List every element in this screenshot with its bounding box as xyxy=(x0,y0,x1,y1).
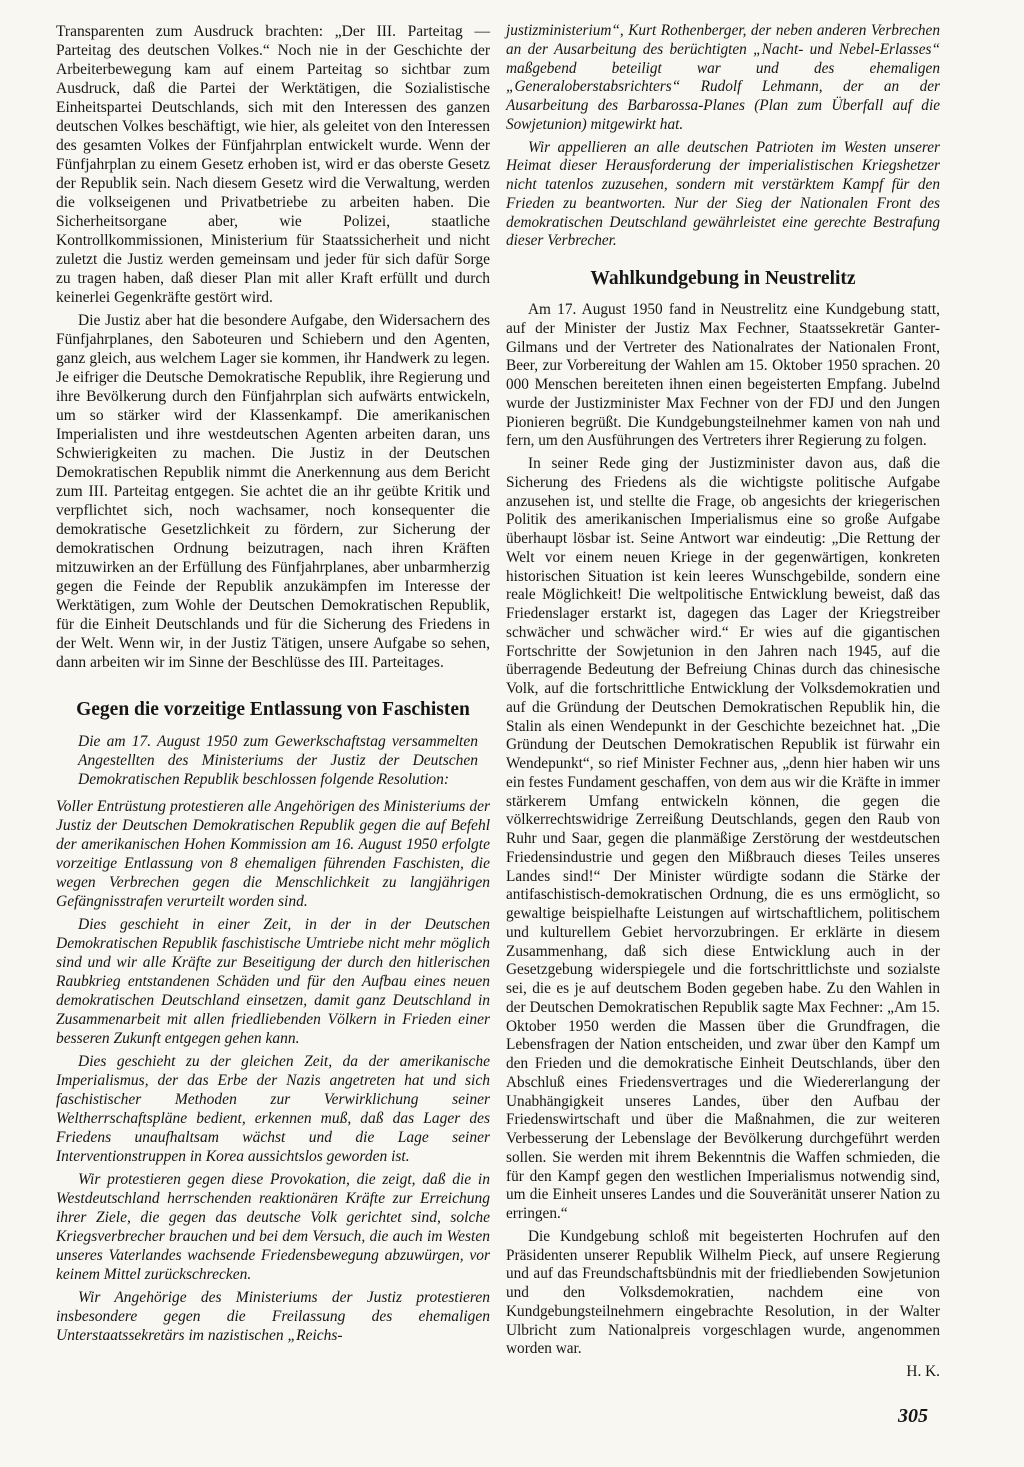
resolution-paragraph: justizministerium“, Kurt Rothenberger, der neben anderen Verbrechen an der Ausarbeitung des berüchtigten „Nacht- und Nebel-Erlasses“ maßgebend beteiligt war und des ehemaligen „Generaloberstabsrichters“ Rudolf Lehmann, der an der Ausarbeitung des Barbarossa-Planes (Plan zum Überfall auf die Sowjetunion) mitgewirkt hat. xyxy=(506,22,940,133)
resolution-paragraph: Wir appellieren an alle deutschen Patrioten im Westen unserer Heimat dieser Herausforderung der imperialistischen Kriegshetzer nicht tatenlos zuzusehen, sondern mit verstärktem Kampf für den Frieden zu beantworten. Nur der Sieg der Nationalen Front des demokratischen Deutschland gewährleistet eine gerechte Bestrafung dieser Verbrecher. xyxy=(506,138,940,250)
resolution-paragraph: Wir protestieren gegen diese Provokation, die zeigt, daß die in Westdeutschland herrschenden reaktionären Kräfte zur Erreichung ihrer Ziele, die gegen das deutsche Volk gerichtet sind, solche Kriegsverbrecher brauchen und bei dem Versuch, die auch im Westen unseres Vaterlandes wachsende Friedensbewegung abzuwürgen, vor keinem Mittel zurückschrecken. xyxy=(56,1171,490,1283)
left-column xyxy=(56,22,490,1345)
paragraph: Die Justiz aber hat die besondere Aufgabe, den Widersachern des Fünfjahrplanes, den Saboteuren und Schiebern und den Agenten, ganz gleich, aus welchem Lager sie kommen, ihr Handwerk zu legen. Je eifriger die Deutsche Demokratische Republik, ihre Regierung und ihre Bevölkerung durch den Fünfjahrplan sich aufwärts entwickeln, um so stärker wird der Klassenkampf. Die amerikanischen Imperialisten und ihre westdeutschen Agenten arbeiten daran, uns Schwierigkeiten zu machen. Die Justiz in der Deutschen Demokratischen Republik nimmt die Anerkennung aus dem Bericht zum III. Parteitag entgegen. Sie achtet die an ihr geübte Kritik und verpflichtet sich, noch wachsamer, noch konsequenter die demokratische Gesetzlichkeit zu fördern, zur Sicherung der demokratischen Ordnung beizutragen, nach ihren Kräften mitzuwirken an der Erfüllung des Fünfjahrplanes, aber unbarmherzig gegen die Feinde der Republik anzukämpfen im Interesse der Werktätigen, zum Wohle der Deutschen Demokratischen Republik, für die Einheit Deutschlands und für die Sicherung des Friedens in der Welt. Wenn wir, in der Justiz Tätigen, unsere Aufgabe so sehen, dann arbeiten wir im Sinne der Beschlüsse des III. Parteitages. xyxy=(56,312,490,671)
paragraph: Die Kundgebung schloß mit begeisterten Hochrufen auf den Präsidenten unserer Republik Wilhelm Pieck, auf unsere Regierung und auf das Freundschaftsbündnis mit der friedliebenden Sowjetunion und den Volksdemokratien, nachdem eine von Kundgebungsteilnehmern eingebrachte Resolution, in der Walter Ulbricht zum Nationalpreis vorgeschlagen wurde, angenommen worden war. xyxy=(506,1227,940,1358)
resolution-paragraph: Dies geschieht in einer Zeit, in der in der Deutschen Demokratischen Republik faschistische Umtriebe nicht mehr möglich sind und wir alle Kräfte zur Beseitigung der durch den hitlerischen Raubkrieg entstandenen Schäden und für den Aufbau eines neuen demokratischen Deutschland einsetzen, damit ganz Deutschland in Zusammenarbeit mit allen friedliebenden Völkern in Frieden einer besseren Zukunft entgegen gehen kann. xyxy=(56,916,490,1047)
resolution-intro: Die am 17. August 1950 zum Gewerkschaftstag versammelten Angestellten des Ministeriums der Justiz der Deutschen Demokratischen Republik beschlossen folgende Resolution: xyxy=(78,733,478,788)
article-heading: Wahlkundgebung in Neustrelitz xyxy=(590,268,856,289)
right-column xyxy=(506,22,940,1382)
paragraph: In seiner Rede ging der Justizminister davon aus, daß die Sicherung des Friedens als die wichtigste politische Aufgabe anzusehen ist, und stellte die Frage, ob angesichts der kriegerischen Politik des amerikanischen Imperialismus eine so große Aufgabe überhaupt lösbar ist. Seine Antwort war eindeutig: „Die Rettung der Welt vor einem neuen Kriege in der gegenwärtigen, konkreten historischen Situation ist kein leeres Wunschgebilde, sondern eine reale Möglichkeit! Die weltpolitische Entwicklung beweist, daß das Friedenslager erstarkt ist, dagegen das Lager der Kriegstreiber schwächer und schwächer wird.“ Er wies auf die gigantischen Fortschritte der Sowjetunion in den Jahren nach 1945, auf die überragende Bedeutung der Befreiung Chinas durch das chinesische Volk, auf die fortschrittliche Entwicklung der Volksdemokratien und auf die Gründung der Deutschen Demokratischen Republik hin, die Stalin als einen Wendepunkt in der Geschichte bezeichnet hat. „Die Gründung der Deutschen Demokratischen Republik ist fürwahr ein Wendepunkt“, so rief Minister Fechner aus, „denn hier haben wir uns ein festes Fundament geschaffen, von dem aus wir die Kräfte in immer stärkerem Umfang entwickeln können, die gegen die völkerrechtswidrige Zerreißung Deutschlands, gegen den Raub von Ruhr und Saar, gegen die planmäßige Zerstörung der westdeutschen Friedensindustrie und gegen den Mißbrauch dieses Teiles unseres Landes sind!“ Der Minister würdigte sodann die Stärke der antifaschistisch-demokratischen Ordnung, die es uns ermöglicht, so gewaltige beispielhafte Leistungen auf wirtschaftlichem, politischem und kulturellem Gebiet hervorzubringen. Er erklärte in diesem Zusammenhang, daß sich diese Entwicklung auch in der Gesetzgebung widerspiegele und die fortschrittlichste und sozialste sei, die es je auf deutschem Boden gegeben habe. Zu den Wahlen in der Deutschen Demokratischen Republik sagte Max Fechner: „Am 15. Oktober 1950 werden die Massen über die Grundfragen, die Lebensfragen der Nation entscheiden, und zwar über den Kampf um den Frieden und die demokratische Einheit Deutschlands, über den Abschluß eines Friedensvertrages und die Wiedererlangung der Unabhängigkeit unseres Landes, über den Aufbau der Friedenswirtschaft und über die Maßnahmen, die zur weiteren Verbesserung der Lebenslage der Bevölkerung durchgeführt werden sollen. Sie werden mit ihrem Bekenntnis die Waffen schmieden, die für den Kampf gegen den westlichen Imperialismus notwendig sind, um die Einheit unseres Landes und die Souveränität unserer Nation zu erringen.“ xyxy=(506,455,940,1222)
paragraph: Am 17. August 1950 fand in Neustrelitz eine Kundgebung statt, auf der Minister der Justiz Max Fechner, Staatssekretär Ganter-Gilmans und der Vertreter des Nationalrates der Nationalen Front, Beer, zur Vorbereitung der Wahlen am 15. Oktober 1950 sprachen. 20 000 Menschen bereiteten ihnen einen begeisterten Empfang. Jubelnd wurde der Justizminister Max Fechner von der FDJ und den Jungen Pionieren begrüßt. Die Kundgebungsteilnehmer kamen von nah und fern, um den Ausführungen des Vertreters ihrer Regierung zu folgen. xyxy=(506,301,940,450)
resolution-paragraph: Voller Entrüstung protestieren alle Angehörigen des Ministeriums der Justiz der Deutschen Demokratischen Republik gegen die auf Befehl der amerikanischen Hohen Kommission am 16. August 1950 erfolgte vorzeitige Entlassung von 8 ehemaligen führenden Faschisten, die wegen Verbrechen gegen die Menschlichkeit zu langjährigen Gefängnisstrafen verurteilt worden sind. xyxy=(56,798,490,910)
article-heading: Gegen die vorzeitige Entlassung von Faschisten xyxy=(76,699,470,720)
resolution-paragraph: Dies geschieht zu der gleichen Zeit, da der amerikanische Imperialismus, der das Erbe der Nazis angetreten hat und sich faschistischer Methoden zur Verwirklichung seiner Weltherrschaftspläne bedient, erkennen muß, daß das Lager des Friedens unaufhaltsam wächst und die Lage seiner Interventionstruppen in Korea aussichtslos geworden ist. xyxy=(56,1053,490,1165)
resolution-paragraph: Wir Angehörige des Ministeriums der Justiz protestieren insbesondere gegen die Freilassung des ehemaligen Unterstaatssekretärs im nazistischen „Reichs- xyxy=(56,1289,490,1344)
paragraph: Transparenten zum Ausdruck brachten: „Der III. Parteitag — Parteitag des deutschen Volkes.“ Noch nie in der Geschichte der Arbeiterbewegung kam auf einem Parteitag so sichtbar zum Ausdruck, daß die Partei der Werktätigen, die Sozialistische Einheitspartei Deutschlands, sich mit den Interessen des ganzen deutschen Volkes beschäftigt, wie hier, als geleitet von den Interessen des gesamten Volkes der Fünfjahrplan entwickelt wurde. Wenn der Fünfjahrplan zu einem Gesetz erhoben ist, wird er das oberste Gesetz der Republik sein. Nach diesem Gesetz wird die Verwaltung, werden die volkseigenen und Privatbetriebe zu arbeiten haben. Die Sicherheitsorgane aber, wie Polizei, staatliche Kontrollkommissionen, Ministerium für Staatssicherheit und nicht zuletzt die Justiz werden gemeinsam und jeder für sich dafür Sorge zu tragen haben, daß dieser Plan mit aller Kraft erfüllt und durch keinerlei Gegenkräfte gestört wird. xyxy=(56,23,490,306)
page-number: 305 xyxy=(898,1405,928,1427)
author-signature: H. K. xyxy=(906,1363,940,1380)
